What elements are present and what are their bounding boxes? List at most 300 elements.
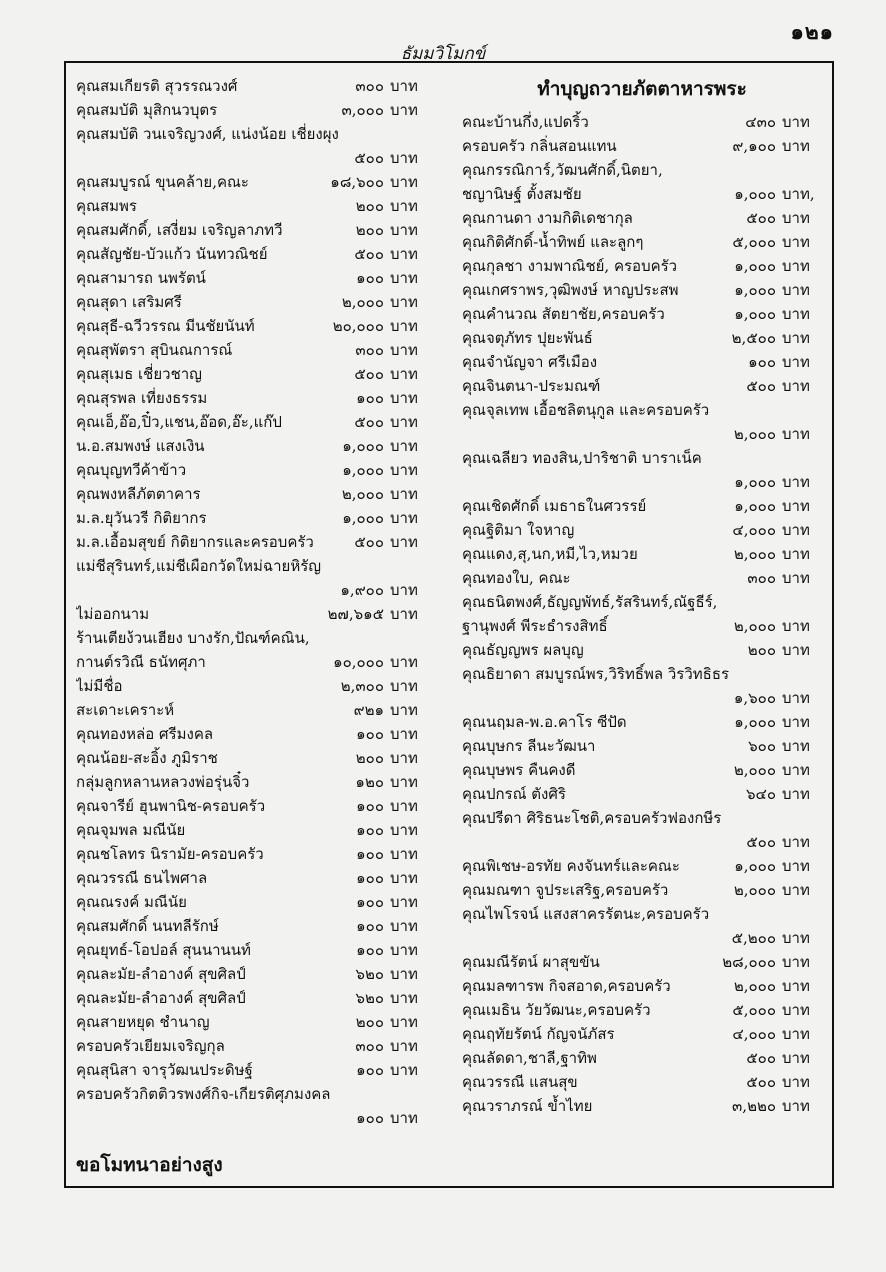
donor-entry (76, 506, 430, 530)
currency-unit: บาท (782, 113, 810, 131)
currency-unit: บาท (390, 1013, 418, 1031)
donor-name: คุณพิเชษ-อรทัย คงจันทร์และคณะ (462, 857, 680, 875)
donor-name: คุณสมบัติ วนเจริญวงศ์, แน่งน้อย เชี่ยงผุง (76, 125, 339, 143)
donor-name: คุณสมบัติ มุสิกนวบุตร (76, 101, 218, 119)
donation-amount: ๒,๐๐๐ (733, 761, 776, 779)
donor-name: คุณสุดา เสริมศรี (76, 293, 182, 311)
donor-name: คุณสามารถ นพรัตน์ (76, 269, 206, 287)
donation-amount: ๑๐๐ (356, 821, 384, 839)
donation-amount: ๑๘,๖๐๐ (330, 173, 384, 191)
donor-entry (462, 230, 822, 254)
currency-unit: บาท (782, 137, 810, 155)
donation-amount: ๒,๐๐๐ (341, 293, 384, 311)
donation-amount: ๒,๐๐๐ (733, 977, 776, 995)
donor-entry (462, 206, 822, 230)
currency-unit: บาท (390, 845, 418, 863)
currency-unit: บาท (390, 461, 418, 479)
currency-unit: บาท (390, 437, 418, 455)
donor-entry (462, 1022, 822, 1046)
donation-amount: ๕๐๐ (354, 413, 384, 431)
donor-entry (76, 122, 430, 146)
currency-unit: บาท (782, 521, 810, 539)
currency-unit: บาท (782, 1025, 810, 1043)
donation-amount: ๒๐๐ (355, 1013, 384, 1031)
donation-amount: ๕,๐๐๐ (732, 1001, 776, 1019)
donation-amount: ๒๐๐ (355, 221, 384, 239)
donation-amount: ๒๐๐ (355, 197, 384, 215)
donor-name: กานต์รวิณี ธนัทศุภา (76, 653, 206, 671)
donor-entry (462, 998, 822, 1022)
donor-entry (76, 914, 430, 938)
currency-unit: บาท (390, 293, 418, 311)
donor-entry (462, 302, 822, 326)
donor-name: คุณแดง,สุ,นก,หมี,ไว,หมวย (462, 545, 638, 563)
donor-entry (76, 266, 430, 290)
donation-amount: ๙,๑๐๐ (732, 137, 776, 155)
donation-amount: ๖๔๐ (745, 785, 776, 803)
donor-entry (462, 830, 822, 854)
currency-unit: บาท (390, 869, 418, 887)
donor-entry (76, 410, 430, 434)
donor-name: คุณจินตนา-ประมณฑ์ (462, 377, 601, 395)
currency-unit: บาท (782, 257, 810, 275)
currency-unit: บาท (782, 833, 810, 851)
donor-name: คุณสมเกียรติ สุวรรณวงศ์ (76, 77, 238, 95)
donor-entry (462, 326, 822, 350)
donor-entry (76, 890, 430, 914)
donation-amount: ๓,๒๒๐ (732, 1097, 776, 1115)
currency-unit: บาท (390, 989, 418, 1007)
donor-entry (462, 854, 822, 878)
donor-name: คุณละมัย-ลำอางค์ สุขศิลป์ (76, 965, 246, 983)
currency-unit: บาท (390, 725, 418, 743)
donor-entry (462, 518, 822, 542)
donor-entry (76, 722, 430, 746)
donor-entry (76, 170, 430, 194)
donor-entry (462, 398, 822, 422)
donation-amount: ๕๐๐ (746, 377, 776, 395)
donor-entry (76, 242, 430, 266)
currency-unit: บาท (390, 749, 418, 767)
donor-entry (462, 158, 822, 182)
donor-name: คุณมลฑารพ กิจสอาด,ครอบครัว (462, 977, 671, 995)
donor-name: ชญานิษฐ์ ตั้งสมชัย (462, 185, 582, 203)
donation-amount: ๖๒๐ (355, 989, 384, 1007)
donation-amount: ๕,๒๐๐ (731, 929, 776, 947)
donor-name: คุณเชิดศักดิ์ เมธาธในศวรรย์ (462, 497, 647, 515)
donor-entry (462, 734, 822, 758)
currency-unit: บาท (390, 173, 418, 191)
currency-unit: บาท (390, 821, 418, 839)
donor-name: คุณนฤมล-พ.อ.คาโร ซีปัด (462, 713, 627, 731)
donor-entry (76, 74, 430, 98)
section-title: ทำบุญถวายภัตตาหารพระ (537, 78, 747, 100)
currency-unit: บาท (390, 773, 418, 791)
currency-unit: บาท (782, 689, 810, 707)
currency-unit: บาท (782, 713, 810, 731)
donor-name: คุณกิติศักดิ์-น้ำทิพย์ และลูกๆ (462, 233, 644, 251)
donor-entry (76, 746, 430, 770)
donor-entry (462, 182, 822, 206)
donation-amount: ๑๐๐ (356, 269, 384, 287)
donor-entry (76, 770, 430, 794)
donor-entry (76, 674, 430, 698)
currency-unit: บาท (390, 77, 418, 95)
currency-unit: บาท (782, 761, 810, 779)
donor-name: คุณธนิตพงศ์,ธัญญพัทธ์,รัสรินทร์,ณัฐธีร์, (462, 593, 718, 611)
donation-amount: ๑๐๐ (356, 797, 384, 815)
donor-name: ม.ล.ยุวันวรี กิติยากร (76, 509, 207, 527)
donor-entry (462, 350, 822, 374)
donor-entry (462, 110, 822, 134)
currency-unit: บาท (390, 389, 418, 407)
donor-entry (462, 470, 822, 494)
donor-entry (76, 986, 430, 1010)
donation-amount: ๑,๐๐๐ (734, 497, 776, 515)
donation-amount: ๒,๐๐๐ (733, 425, 776, 443)
donation-amount: ๑,๙๐๐ (340, 581, 384, 599)
currency-unit: บาท, (782, 185, 815, 203)
currency-unit: บาท (782, 977, 810, 995)
donor-entry (76, 866, 430, 890)
donor-entry (462, 590, 822, 614)
donor-name: คุณธิยาดา สมบูรณ์พร,วิริทธิ์พล วิรวิทธิธร (462, 665, 730, 683)
currency-unit: บาท (390, 893, 418, 911)
donor-entry (76, 1058, 430, 1082)
donor-name: คุณสายหยุด ชำนาญ (76, 1013, 210, 1031)
currency-unit: บาท (782, 497, 810, 515)
donor-entry (462, 686, 822, 710)
donor-entry (462, 614, 822, 638)
donor-entry (462, 542, 822, 566)
donation-amount: ๑๒๐ (355, 773, 384, 791)
donation-amount: ๑,๐๐๐ (734, 257, 776, 275)
currency-unit: บาท (390, 197, 418, 215)
donor-entry (76, 530, 430, 554)
currency-unit: บาท (390, 797, 418, 815)
donor-entry (462, 806, 822, 830)
donor-entry (462, 1070, 822, 1094)
donation-amount: ๒๐๐ (747, 641, 776, 659)
donor-entry (462, 662, 822, 686)
donor-entry (76, 314, 430, 338)
currency-unit: บาท (390, 581, 418, 599)
currency-unit: บาท (390, 149, 418, 167)
donor-entry (76, 218, 430, 242)
donor-name: คุณลัดดา,ชาลี,ฐาทิพ (462, 1049, 597, 1067)
donor-name: คุณสมพร (76, 197, 137, 215)
donor-entry (76, 554, 430, 578)
donation-amount: ๕๐๐ (354, 149, 384, 167)
donation-amount: ๑,๐๐๐ (734, 281, 776, 299)
donor-name: คุณสัญชัย-บัวแก้ว นันทวณิชย์ (76, 245, 268, 263)
donation-amount: ๒๘,๐๐๐ (722, 953, 776, 971)
donation-amount: ๔,๐๐๐ (732, 521, 776, 539)
currency-unit: บาท (390, 605, 418, 623)
donation-amount: ๑,๐๐๐ (734, 857, 776, 875)
donor-name: คุณจุลเทพ เอื้อชลิตนุกูล และครอบครัว (462, 401, 710, 419)
donor-entry (462, 974, 822, 998)
donor-entry (462, 950, 822, 974)
donor-name: คุณเอ็,อ๊อ,ปิ๋ว,แชน,อ๊อด,อ๊ะ,แก๊ป (76, 413, 282, 431)
donor-name: คุณสุเมธ เชี่ยวชาญ (76, 365, 202, 383)
donation-amount: ๑,๐๐๐ (342, 461, 384, 479)
donor-name: คุณไพโรจน์ แสงสาครรัตนะ,ครอบครัว (462, 905, 710, 923)
currency-unit: บาท (782, 785, 810, 803)
closing-text: ขอโมทนาอย่างสูง (76, 1154, 223, 1176)
donation-amount: ๑๐๐ (356, 389, 384, 407)
donor-entry (462, 254, 822, 278)
donor-name: คุณเกศราพร,วุฒิพงษ์ หาญประสพ (462, 281, 679, 299)
donation-amount: ๒๐,๐๐๐ (332, 317, 384, 335)
donor-name: คุณบุษกร ลีนะวัฒนา (462, 737, 596, 755)
donor-name: คุณทองใบ, คณะ (462, 569, 571, 587)
currency-unit: บาท (782, 1001, 810, 1019)
donor-name: ม.ล.เอื้อมสุขย์ กิติยากรและครอบครัว (76, 533, 314, 551)
donor-entry (462, 638, 822, 662)
currency-unit: บาท (390, 269, 418, 287)
donation-amount: ๒,๐๐๐ (341, 485, 384, 503)
donor-name: แม่ชีสุรินทร์,แม่ชีเผือกวัดใหม่ฉายหิรัญ (76, 557, 322, 575)
currency-unit: บาท (390, 917, 418, 935)
donation-amount: ๕๐๐ (746, 209, 776, 227)
donation-amount: ๓๐๐ (355, 77, 384, 95)
donor-name: คุณยุทธ์-โอปอล์ สุนนานนท์ (76, 941, 251, 959)
currency-unit: บาท (782, 545, 810, 563)
donor-entry (76, 962, 430, 986)
donor-entry (76, 338, 430, 362)
donor-entry (76, 146, 430, 170)
donor-name: คุณพงหลีภัตตาคาร (76, 485, 201, 503)
currency-unit: บาท (782, 1049, 810, 1067)
donor-name: คุณมณฑา จูประเสริฐ,ครอบครัว (462, 881, 669, 899)
currency-unit: บาท (782, 209, 810, 227)
donor-entry (76, 698, 430, 722)
donor-entry (76, 818, 430, 842)
donation-amount: ๕๐๐ (746, 1073, 776, 1091)
donor-name: คุณสมศักดิ์, เสงี่ยม เจริญลาภทวี (76, 221, 283, 239)
donor-entry (76, 1082, 430, 1106)
currency-unit: บาท (782, 617, 810, 635)
donation-amount: ๒,๓๐๐ (340, 677, 384, 695)
currency-unit: บาท (782, 881, 810, 899)
donation-amount: ๒๐๐ (355, 749, 384, 767)
donor-entry (462, 374, 822, 398)
currency-unit: บาท (390, 677, 418, 695)
donor-entry (462, 758, 822, 782)
donor-entry (76, 1034, 430, 1058)
donation-amount: ๑,๐๐๐ (734, 473, 776, 491)
donor-name: ร้านเตียง้วนเฮียง บางรัก,ปัณฑ์คณิน, (76, 629, 310, 647)
donor-entry (462, 902, 822, 926)
currency-unit: บาท (782, 353, 810, 371)
donor-entry (462, 1046, 822, 1070)
donor-entry (462, 710, 822, 734)
donor-entry (76, 1010, 430, 1034)
donation-amount: ๑,๖๐๐ (733, 689, 776, 707)
donation-amount: ๒,๐๐๐ (733, 881, 776, 899)
donor-name: สะเดาะเคราะห์ (76, 701, 175, 719)
currency-unit: บาท (782, 641, 810, 659)
donor-name: คุณสุรพล เที่ยงธรรม (76, 389, 208, 407)
donor-entry (76, 842, 430, 866)
donor-name: คุณสุธี-ฉวีวรรณ มีนชัยนันท์ (76, 317, 255, 335)
currency-unit: บาท (782, 281, 810, 299)
donation-amount: ๑๐๐ (356, 845, 384, 863)
currency-unit: บาท (782, 1097, 810, 1115)
donor-entry (76, 650, 430, 674)
currency-unit: บาท (390, 965, 418, 983)
currency-unit: บาท (782, 1073, 810, 1091)
donation-amount: ๑๐๐ (748, 353, 776, 371)
donor-entry (462, 1094, 822, 1118)
donor-entry (76, 626, 430, 650)
donation-amount: ๓,๐๐๐ (341, 101, 384, 119)
page-number: ๑๒๑ (790, 19, 834, 44)
donation-amount: ๕๐๐ (354, 365, 384, 383)
donor-name: คุณเมธิน วัยวัฒนะ,ครอบครัว (462, 1001, 651, 1019)
donor-name: คุณคำนวณ สัตยาชัย,ครอบครัว (462, 305, 665, 323)
currency-unit: บาท (390, 533, 418, 551)
donation-amount: ๕๐๐ (746, 833, 776, 851)
currency-unit: บาท (390, 221, 418, 239)
donation-amount: ๓๐๐ (747, 569, 776, 587)
currency-unit: บาท (782, 929, 810, 947)
donor-name: คุณวรรณี แสนสุข (462, 1073, 578, 1091)
donor-name: คุณปกรณ์ ตังศิริ (462, 785, 566, 803)
donation-amount: ๑,๐๐๐ (342, 437, 384, 455)
donor-name: คุณปรีดา ศิริธนะโชติ,ครอบครัวฟองกษีร (462, 809, 722, 827)
currency-unit: บาท (782, 329, 810, 347)
donor-entry (462, 278, 822, 302)
donor-name: คุณจารีย์ ฮุนพานิช-ครอบครัว (76, 797, 266, 815)
currency-unit: บาท (390, 485, 418, 503)
donation-amount: ๙๒๑ (353, 701, 384, 719)
donor-name: คุณละมัย-ลำอางค์ สุขศิลป์ (76, 989, 246, 1007)
donation-amount: ๑๐๐ (356, 917, 384, 935)
donor-name: คุณสมศักดิ์ นนทลีรักษ์ (76, 917, 219, 935)
donor-name: คุณทองหล่อ ศรีมงคล (76, 725, 214, 743)
donor-entry (76, 386, 430, 410)
donor-entry (76, 458, 430, 482)
donor-name: คุณณรงค์ มณีนัย (76, 893, 187, 911)
donor-name: คุณบุญทวีค้าข้าว (76, 461, 187, 479)
currency-unit: บาท (390, 1037, 418, 1055)
donor-entry (76, 434, 430, 458)
donor-name: ครอบครัวเยียมเจริญกุล (76, 1037, 225, 1055)
donor-name: คุณบุษพร คืนคงดี (462, 761, 576, 779)
currency-unit: บาท (782, 425, 810, 443)
donor-entry (76, 362, 430, 386)
donor-entry (76, 194, 430, 218)
donor-name: คุณฐิติมา ใจหาญ (462, 521, 575, 539)
currency-unit: บาท (782, 377, 810, 395)
right-donor-list (462, 74, 822, 1118)
donation-amount: ๓๐๐ (355, 1037, 384, 1055)
donor-name: คุณธัญญพร ผลบุญ (462, 641, 584, 659)
donor-name: คุณจำนัญจา ศรีเมือง (462, 353, 598, 371)
donation-amount: ๖๒๐ (355, 965, 384, 983)
donor-name: กลุ่มลูกหลานหลวงพ่อรุ่นจิ๋ว (76, 773, 250, 791)
donor-entry (76, 578, 430, 602)
currency-unit: บาท (390, 413, 418, 431)
currency-unit: บาท (390, 365, 418, 383)
donor-name: คุณวรรณี ธนไพศาล (76, 869, 208, 887)
left-donor-list (76, 74, 430, 1180)
currency-unit: บาท (782, 857, 810, 875)
currency-unit: บาท (390, 509, 418, 527)
donor-entry (462, 422, 822, 446)
currency-unit: บาท (390, 1109, 418, 1127)
currency-unit: บาท (390, 1061, 418, 1079)
donation-amount: ๑๐๐ (356, 869, 384, 887)
donor-name: น.อ.สมพงษ์ แสงเงิน (76, 437, 205, 455)
donation-amount: ๑,๐๐๐ (342, 509, 384, 527)
donor-name: ครอบครัว กลิ่นสอนแทน (462, 137, 617, 155)
currency-unit: บาท (782, 305, 810, 323)
currency-unit: บาท (782, 737, 810, 755)
donor-entry (462, 926, 822, 950)
donor-entry (76, 1106, 430, 1130)
donor-entry (462, 878, 822, 902)
donor-name: คุณเฉลียว ทองสิน,ปาริชาติ บาราเน็ค (462, 449, 702, 467)
donor-name: ครอบครัวกิตติวรพงศ์กิจ-เกียรติศุภมงคล (76, 1085, 331, 1103)
donor-name: คุณวราภรณ์ ข้ำไทย (462, 1097, 593, 1115)
header-title: ธัมมวิโมกข์ (400, 44, 486, 64)
donation-amount: ๒,๐๐๐ (733, 545, 776, 563)
currency-unit: บาท (390, 341, 418, 359)
donation-amount: ๑,๐๐๐ (734, 305, 776, 323)
currency-unit: บาท (390, 701, 418, 719)
donor-name: คุณสุนิสา จารุวัฒนประดิษฐ์ (76, 1061, 253, 1079)
donation-amount: ๑๐๐ (356, 941, 384, 959)
donor-name: คุณน้อย-สะอิ้ง ภูมิราช (76, 749, 218, 767)
currency-unit: บาท (782, 473, 810, 491)
donation-amount: ๕๐๐ (354, 245, 384, 263)
donation-amount: ๖๐๐ (748, 737, 776, 755)
donation-amount: ๒๗,๖๑๕ (327, 605, 384, 623)
donation-amount: ๑๐๐ (356, 1061, 384, 1079)
donor-name: คุณสมบูรณ์ ขุนคล้าย,คณะ (76, 173, 249, 191)
donor-entry (76, 938, 430, 962)
donor-name: คุณกานดา งามกิติเดชากุล (462, 209, 633, 227)
donation-amount: ๒,๐๐๐ (733, 617, 776, 635)
donation-amount: ๑๐๐ (356, 725, 384, 743)
donor-name: คณะบ้านกึ่ง,แปดริ้ว (462, 113, 589, 131)
donation-amount: ๔,๐๐๐ (732, 1025, 776, 1043)
donor-entry (76, 794, 430, 818)
donor-entry (462, 134, 822, 158)
currency-unit: บาท (782, 953, 810, 971)
donor-name: ไม่ออกนาม (76, 605, 150, 623)
donor-entry (462, 782, 822, 806)
donor-entry (462, 566, 822, 590)
donation-amount: ๓๐๐ (355, 341, 384, 359)
currency-unit: บาท (390, 101, 418, 119)
currency-unit: บาท (390, 317, 418, 335)
currency-unit: บาท (390, 653, 418, 671)
donation-amount: ๕๐๐ (746, 1049, 776, 1067)
donation-amount: ๒,๕๐๐ (731, 329, 776, 347)
donor-entry (76, 602, 430, 626)
donor-name: คุณจตุภัทร ปุยะพันธ์ (462, 329, 593, 347)
donation-amount: ๑๐๐ (356, 1109, 384, 1127)
donation-amount: ๑,๐๐๐ (734, 185, 776, 203)
donor-name: คุณชโลทร นิรามัย-ครอบครัว (76, 845, 264, 863)
donor-entry (76, 290, 430, 314)
currency-unit: บาท (782, 569, 810, 587)
donor-entry (462, 494, 822, 518)
